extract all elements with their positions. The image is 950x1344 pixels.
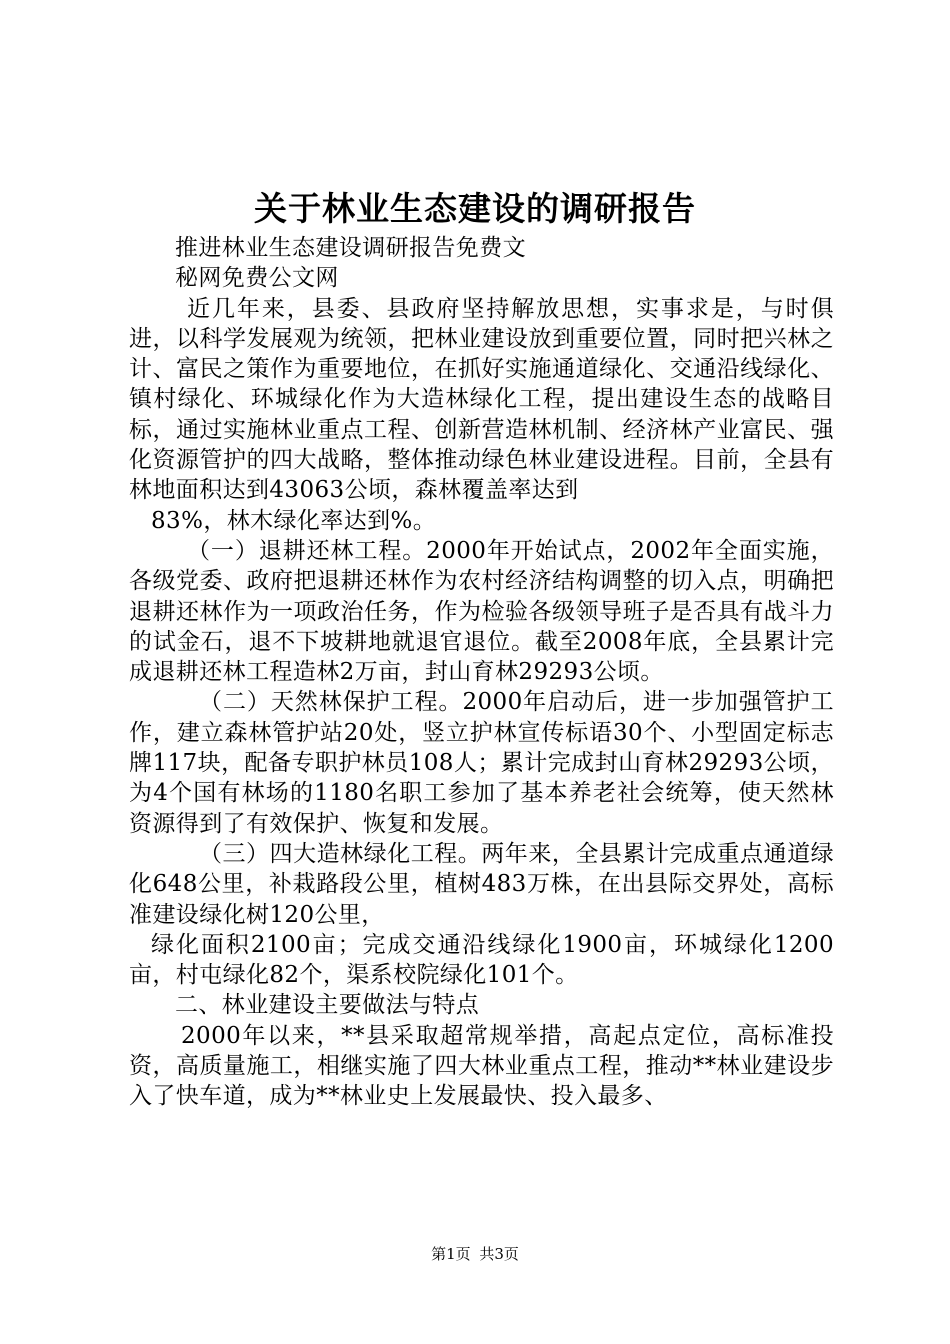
paragraph-since-2000: 2000年以来，**县采取超常规举措，高起点定位，高标准投资，高质量施工，相继实施了四大林业重点工程，推动**林业建设步入了快车道，成为**林业史上发展最快、投入最多、: [129, 1022, 834, 1110]
paragraph-intro: 近几年来，县委、县政府坚持解放思想，实事求是，与时俱进，以科学发展观为统领，把林业建设放到重要位置，同时把兴林之计、富民之策作为重要地位，在抓好实施通道绿化、交通沿线绿化、镇村绿化、环城绿化作为大造林绿化工程，提出建设生态的战略目标，通过实施林业重点工程、创新营造林机制、经济林产业富民、强化资源管护的四大战略，整体推动绿色林业建设进程。目前，全县有林地面积达到43063公顷，森林覆盖率达到: [129, 295, 834, 504]
paragraph-project-2: （二）天然林保护工程。2000年启动后，进一步加强管护工作，建立森林管护站20处，竖立护林宣传标语30个、小型固定标志牌117块，配备专职护林员108人；累计完成封山育林29293公顷，为4个国有林场的1180名职工参加了基本养老社会统筹，使天然林资源得到了有效保护、恢复和发展。: [129, 689, 834, 837]
paragraph-project-1: （一）退耕还林工程。2000年开始试点，2002年全面实施，各级党委、政府把退耕还林作为农村经济结构调整的切入点，明确把退耕还林作为一项政治任务，作为检验各级领导班子是否具有战斗力的试金石，退不下坡耕地就退官退位。截至2008年底，全县累计完成退耕还林工程造林2万亩，封山育林29293公顷。: [129, 537, 834, 686]
page-footer: [0, 1244, 950, 1264]
page-total: 共3页: [479, 1245, 519, 1263]
paragraph-project-3: （三）四大造林绿化工程。两年来，全县累计完成重点通道绿化648公里，补栽路段公里，植树483万株，在出县际交界处，高标准建设绿化树120公里，: [129, 840, 834, 928]
page-number: 第1页: [431, 1245, 471, 1263]
paragraph-greening: 绿化面积2100亩；完成交通沿线绿化1900亩，环城绿化1200亩，村屯绿化82个，渠系校院绿化101个。: [129, 931, 834, 989]
paragraph-subtitle: 推进林业生态建设调研报告免费文: [175, 235, 526, 261]
paragraph-source: 秘网免费公文网: [175, 265, 339, 292]
document-title: 关于林业生态建设的调研报告: [254, 189, 696, 228]
paragraph-rates: 83%，林木绿化率达到%。: [151, 507, 437, 534]
section-heading-2: 二、林业建设主要做法与特点: [175, 992, 480, 1019]
document-body: [129, 233, 834, 1112]
